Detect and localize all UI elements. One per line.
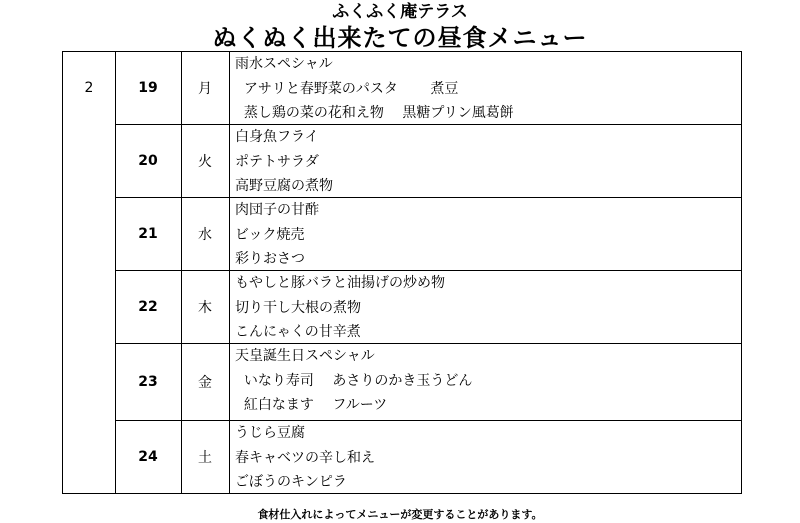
dish-item: 春キャベツの辛し和え xyxy=(235,449,375,466)
dish-item: うじら豆腐 xyxy=(235,425,305,441)
dish-item: いなり寿司 あさりのかき玉うどん xyxy=(235,372,473,389)
dish-list xyxy=(235,52,741,126)
dish-item: ポテトサラダ xyxy=(235,153,319,170)
dish-item: 雨水スペシャル xyxy=(235,56,333,72)
date-cell: 20 xyxy=(138,153,158,169)
menu-row xyxy=(63,421,741,493)
dish-item: アサリと春野菜のパスタ 煮豆 xyxy=(235,80,459,97)
footer-note: 食材仕入れによってメニューが変更することがあります。 xyxy=(257,508,543,521)
dish-item: ごぼうのキンピラ xyxy=(235,474,347,490)
menu-row xyxy=(63,125,741,197)
dish-item: もやしと豚バラと油揚げの炒め物 xyxy=(235,275,445,291)
menu-table xyxy=(62,51,742,494)
dish-list xyxy=(235,271,741,345)
weekday-cell: 金 xyxy=(198,375,212,391)
dish-list xyxy=(235,125,741,199)
dish-list xyxy=(235,344,741,418)
dish-item: ビック焼売 xyxy=(235,226,305,243)
date-cell: 24 xyxy=(138,449,158,465)
page-subtitle: ぬくぬく出来たての昼食メニュー xyxy=(212,24,588,52)
page-title: ふくふく庵テラス xyxy=(332,2,468,22)
dish-item: 紅白なます フルーツ xyxy=(235,397,388,413)
date-cell: 19 xyxy=(138,80,158,96)
menu-row xyxy=(63,198,741,270)
dish-list xyxy=(235,421,741,495)
dish-item: こんにゃくの甘辛煮 xyxy=(235,324,361,340)
weekday-cell: 火 xyxy=(198,154,212,170)
weekday-cell: 月 xyxy=(198,81,212,97)
dish-item: 彩りおさつ xyxy=(235,251,305,267)
date-cell: 23 xyxy=(138,374,158,390)
menu-row xyxy=(63,52,741,124)
month-cell: 2 xyxy=(84,80,94,96)
weekday-cell: 土 xyxy=(198,450,212,466)
weekday-cell: 木 xyxy=(198,300,212,316)
dish-item: 白身魚フライ xyxy=(235,129,319,145)
menu-row xyxy=(63,344,741,420)
dish-item: 蒸し鶏の菜の花和え物 黒糖プリン風葛餅 xyxy=(235,105,514,121)
dish-list xyxy=(235,198,741,272)
dish-item: 肉団子の甘酢 xyxy=(235,202,319,218)
date-cell: 22 xyxy=(138,299,158,315)
dish-item: 高野豆腐の煮物 xyxy=(235,178,333,194)
menu-row xyxy=(63,271,741,343)
date-cell: 21 xyxy=(138,226,158,242)
weekday-cell: 水 xyxy=(198,227,212,243)
dish-item: 天皇誕生日スペシャル xyxy=(235,348,375,364)
dish-item: 切り干し大根の煮物 xyxy=(235,299,361,316)
